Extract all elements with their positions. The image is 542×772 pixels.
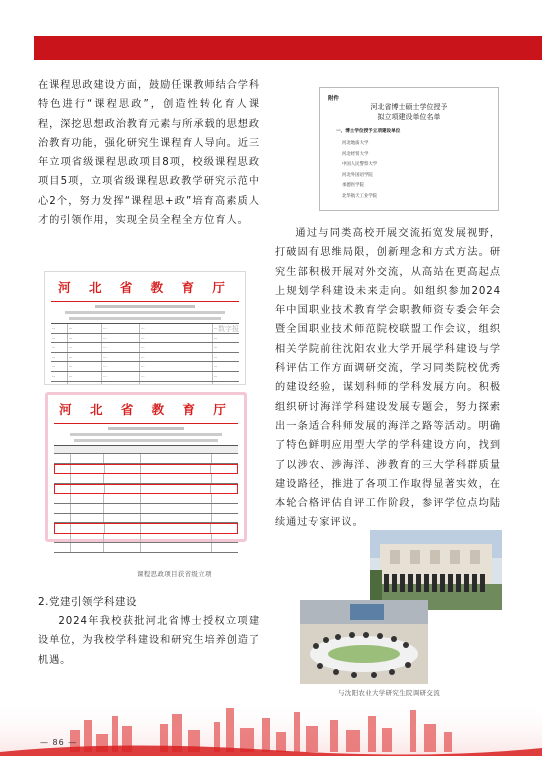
doc-1-table-row xyxy=(51,372,239,382)
doc-1-table-cell xyxy=(51,382,68,384)
notice-image xyxy=(320,88,498,210)
meeting-photo xyxy=(300,600,428,684)
doc-1-table-cell: ... xyxy=(68,362,102,371)
doc-1-table-cell: ... xyxy=(51,362,68,371)
group-photo xyxy=(370,530,502,610)
page-number: — 86 — xyxy=(40,738,78,747)
doc-1-table-cell: ... xyxy=(68,334,102,343)
notice-list-item: 河北经贸大学 xyxy=(342,151,369,157)
doc-2-table xyxy=(54,445,238,553)
doc-1-table-row xyxy=(51,343,239,353)
doc-1-table-cell: ... xyxy=(51,372,68,381)
doc-1-table-cell: ... xyxy=(51,353,68,362)
caption-photo: 与沈阳农业大学研究生院调研交流 xyxy=(338,689,440,697)
doc-1-table-cell: ... xyxy=(140,353,213,362)
doc-2-title: 河 北 省 教 育 厅 xyxy=(59,402,233,417)
notice-list xyxy=(342,139,377,202)
doc-1-table-cell: ... xyxy=(102,372,140,381)
caption-course-projects: 课程思政项目获省级立项 xyxy=(137,570,212,578)
doc-1-table-cell: ... xyxy=(140,324,213,333)
doc-1-table-cell: ... xyxy=(68,343,102,352)
doc-1-table-cell: ... xyxy=(213,335,218,340)
notice-section-label: 一、博士学位授予立项建设单位 xyxy=(336,129,401,134)
doc-1-text xyxy=(45,305,245,320)
doc-1-table-cell: ... xyxy=(213,373,218,378)
doc-1-table-cell: ... xyxy=(213,326,218,330)
doc-2-rule xyxy=(54,423,238,424)
doc-1-table-cell: ... xyxy=(102,343,140,352)
doc-1-table-cell: ... xyxy=(140,343,213,352)
doc-1-table-cell: ... xyxy=(102,353,140,362)
doc-1-table-cell: ... xyxy=(51,343,68,352)
notice-list-item: 河北地质大学 xyxy=(342,141,369,146)
notice-list-item: 河北外国语学院 xyxy=(342,172,373,178)
footer-skyline-decoration xyxy=(0,700,542,768)
left-paragraph: 在课程思政建设方面，鼓励任课教师结合学科特色进行“课程思政”，创造性转化育人课程，深挖思想政治教育元素与所承载的思想政治教育功能，强化研究生课程育人导向。近三年立项省级课程思政项目8项，校级课程思政项目5项，立项省级课程思政教学研究示范中心2个，努力发挥“课程思+政”培育高素质人才的引领作用，实现全员全程全方位育人。 xyxy=(38,80,260,227)
doc-1-table-cell: ... xyxy=(68,372,102,381)
right-paragraph: 通过与同类高校开展交流拓宽发展视野，打破固有思维局限，创新理念和方式方法。研究生部积极开展对外交流，从高站在更高起点上规划学科建设未来走向。如组织参加2024年中国职业技术教育学会职教师资专委会年会暨全国职业技术师范院校联盟工作会议，组织相关学院前往沈阳农业大学开展学科建设与学科评估工作方面调研交流，学习同类院校优秀的建设经验，谋划科师的学科发展方向。积极组织研讨海洋学科建设发展专题会，努力探索出一条适合科师发展的海洋之路等活动。明确了特色鲜明应用型大学的学科建设方向，找到了以涉农、涉海洋、涉教育的三大学科群质量建设路径，推进了各项工作取得显著实效，在本轮合格评估自评工作阶段，参评学位点均陆续通过专家评议。 xyxy=(275,228,501,529)
doc-1-table-cell: ... xyxy=(213,354,218,359)
doc-1-table-cell xyxy=(213,382,239,384)
notice-tag: 附件 xyxy=(328,96,340,102)
doc-1-table-row xyxy=(51,324,239,334)
doc-1-table-cell: ... xyxy=(68,353,102,362)
doc-1-table-cell: ... xyxy=(102,334,140,343)
doc-1-table-row xyxy=(51,362,239,372)
doc-1-table-cell: ... xyxy=(213,364,218,369)
notice-list-item: 承德医学院 xyxy=(342,183,364,188)
doc-1-table-cell: ... xyxy=(51,324,68,333)
doc-1-table-cell xyxy=(68,382,102,384)
doc-1-table-row xyxy=(51,353,239,363)
doc-1-table-cell: ... xyxy=(102,362,140,371)
doc-1-watermark: 数字报 xyxy=(218,325,239,333)
doc-1-table-cell: ... xyxy=(140,334,213,343)
doc-1-table-cell: ... xyxy=(102,324,140,333)
doc-1-table-row xyxy=(51,334,239,344)
notice-title-line2: 拟立项建设单位名单 xyxy=(377,113,441,121)
doc-1-table-cell: ... xyxy=(140,362,213,371)
doc-image-provincial-notice-2 xyxy=(45,392,247,542)
section-heading: 2.党建引领学科建设 xyxy=(38,596,138,608)
section-paragraph: 2024年我校获批河北省博士授权立项建设单位，为我校学科建设和研究生培养创造了机遇。 xyxy=(38,616,260,666)
doc-1-rule xyxy=(51,301,239,302)
doc-2-text xyxy=(48,427,244,442)
doc-1-title: 河 北 省 教 育 厅 xyxy=(58,280,232,295)
doc-1-table-cell xyxy=(140,382,213,384)
doc-1-table-row xyxy=(51,382,239,384)
notice-title-line1: 河北省博士硕士学位授予 xyxy=(370,103,448,111)
notice-list-item: 北华航天工业学院 xyxy=(342,193,378,199)
header-red-band xyxy=(34,36,542,60)
notice-list-item: 中国人民警察大学 xyxy=(342,162,378,167)
doc-1-table-cell: ... xyxy=(140,372,213,381)
doc-1-table-cell: ... xyxy=(51,334,68,343)
doc-1-table xyxy=(51,323,239,384)
doc-1-table-cell: ... xyxy=(213,345,218,350)
doc-image-provincial-notice-1 xyxy=(45,272,245,384)
doc-1-table-cell xyxy=(102,382,140,384)
doc-1-table-cell: ... xyxy=(68,324,102,333)
